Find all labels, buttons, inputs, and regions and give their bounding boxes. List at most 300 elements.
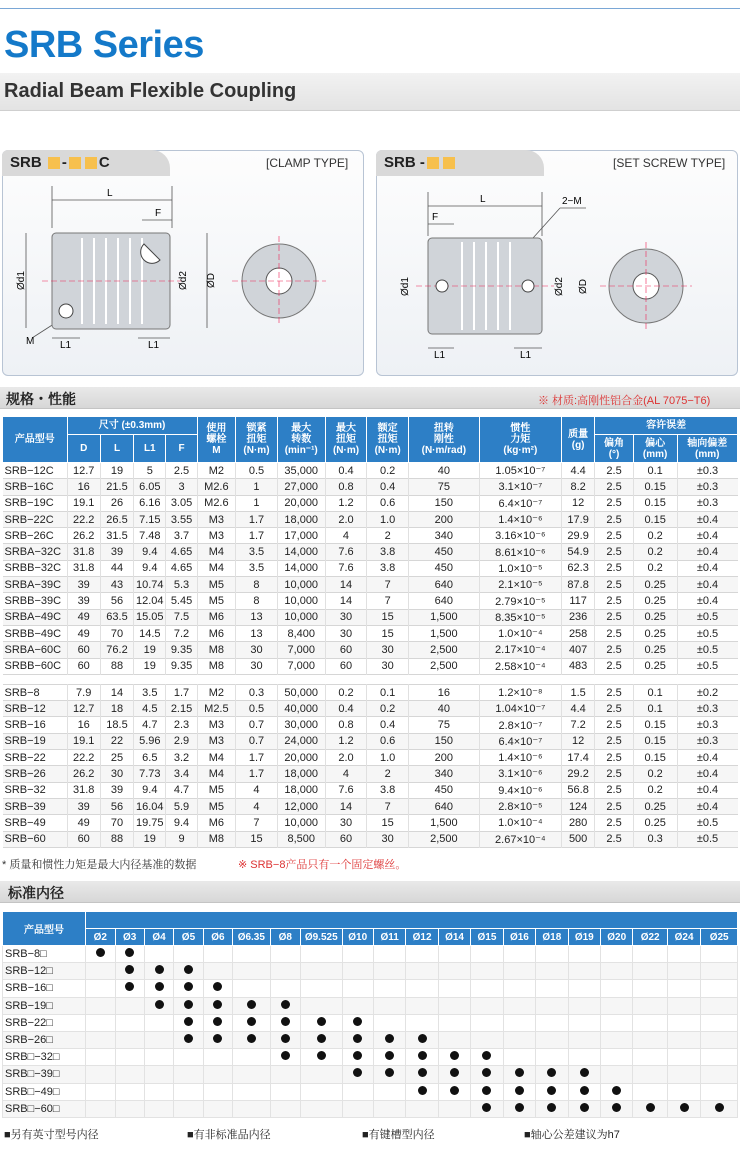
bore-cell <box>536 1031 568 1048</box>
spec-cell: M4 <box>197 560 236 576</box>
spec-cell: 15 <box>367 625 409 641</box>
spec-cell-model: SRB−22C <box>4 513 54 526</box>
spec-cell: 0.2 <box>633 528 677 544</box>
spec-cell: 9.4×10⁻⁶ <box>479 782 561 798</box>
spec-cell: 1.7 <box>236 528 278 544</box>
spec-cell: 60 <box>325 831 367 847</box>
spec-cell: 8,400 <box>277 625 325 641</box>
spec-cell: 3 <box>166 479 197 495</box>
spec-cell: 3.1×10⁻⁷ <box>479 479 561 495</box>
bore-table-body <box>3 946 738 1118</box>
bore-cell <box>568 997 600 1014</box>
spec-cell: 10,000 <box>277 577 325 593</box>
spec-cell: 2 <box>367 528 409 544</box>
spec-cell: 30 <box>325 609 367 625</box>
spec-cell: 0.25 <box>633 577 677 593</box>
spec-cell: 19 <box>134 831 166 847</box>
header-mass: 质量 (g) <box>561 417 594 463</box>
spec-cell: 5.3 <box>166 577 197 593</box>
spec-cell: M6 <box>197 625 236 641</box>
spec-cell: 15.05 <box>134 609 166 625</box>
bore-cell <box>503 1100 535 1117</box>
spec-cell-model: SRB−12 <box>4 702 46 715</box>
page-subtitle: Radial Beam Flexible Coupling <box>4 80 297 102</box>
spec-cell: 15 <box>367 609 409 625</box>
spec-cell: 0.7 <box>236 717 278 733</box>
spec-cell: 1.0×10⁻⁴ <box>479 815 561 831</box>
spec-cell: ±0.3 <box>677 733 737 749</box>
bore-cell <box>438 1083 470 1100</box>
spec-cell: ±0.4 <box>677 528 737 544</box>
spec-cell: 0.15 <box>633 511 677 527</box>
spec-cell: 44 <box>100 560 133 576</box>
spec-cell: 1.4×10⁻⁶ <box>479 511 561 527</box>
bore-cell <box>174 1014 203 1031</box>
spec-cell: 19.1 <box>67 733 100 749</box>
bore-cell <box>701 946 738 963</box>
spec-cell: 18,000 <box>277 782 325 798</box>
spec-cell: ±0.3 <box>677 717 737 733</box>
spec-cell: 31.8 <box>67 544 100 560</box>
spec-cell-model: SRB−39 <box>4 800 46 813</box>
clamp-type-drawing <box>2 178 364 376</box>
spec-cell: M5 <box>197 577 236 593</box>
bore-cell <box>536 1049 568 1066</box>
spec-cell: 31.5 <box>100 528 133 544</box>
bore-cell <box>144 997 173 1014</box>
spec-cell: 2.0 <box>325 511 367 527</box>
spec-cell: 4.7 <box>134 717 166 733</box>
spec-cell-model: SRB−49 <box>4 816 46 829</box>
screw-tab-separator: - <box>419 154 425 171</box>
bore-cell <box>342 1014 373 1031</box>
spec-cell: 2.5 <box>595 495 634 511</box>
bore-cell <box>503 1066 535 1083</box>
bore-cell <box>342 997 373 1014</box>
spec-cell: 20,000 <box>277 495 325 511</box>
bore-cell <box>667 1066 700 1083</box>
spec-cell: 7.6 <box>325 560 367 576</box>
set-screw-type-label: [SET SCREW TYPE] <box>613 156 726 170</box>
spec-cell: 0.15 <box>633 717 677 733</box>
available-dot-icon <box>184 1000 193 1009</box>
bore-cell <box>471 1049 503 1066</box>
spec-cell: ±0.5 <box>677 831 737 847</box>
spec-gap-row <box>3 674 738 684</box>
placeholder-square <box>48 157 60 169</box>
set-screw-type-drawing <box>376 178 738 376</box>
spec-cell: 2.5 <box>595 511 634 527</box>
bore-cell <box>438 1014 470 1031</box>
bore-cell <box>233 1083 271 1100</box>
spec-cell: 12 <box>561 495 594 511</box>
bore-cell <box>667 1049 700 1066</box>
spec-row <box>3 831 738 847</box>
bore-cell <box>115 946 144 963</box>
spec-cell: 1.2 <box>325 733 367 749</box>
spec-cell: 0.4 <box>325 463 367 479</box>
spec-cell: 12,000 <box>277 798 325 814</box>
bore-cell <box>536 946 568 963</box>
spec-cell: 10,000 <box>277 815 325 831</box>
spec-cell: 1.05×10⁻⁷ <box>479 463 561 479</box>
available-dot-icon <box>317 1034 326 1043</box>
bore-cell <box>270 1066 300 1083</box>
spec-cell: 3.16×10⁻⁶ <box>479 528 561 544</box>
spec-cell: 30 <box>367 658 409 674</box>
available-dot-icon <box>155 1000 164 1009</box>
spec-cell: 0.15 <box>633 479 677 495</box>
spec-cell-model: SRB−8 <box>4 686 40 699</box>
bore-row <box>3 1066 738 1083</box>
spec-cell: 258 <box>561 625 594 641</box>
available-dot-icon <box>317 1017 326 1026</box>
bore-size-header: Ø15 <box>471 929 503 946</box>
bore-cell <box>373 1083 405 1100</box>
bore-cell <box>115 1083 144 1100</box>
bore-cell <box>667 1014 700 1031</box>
spec-cell-model: SRBA−32C <box>4 546 62 559</box>
bore-cell <box>503 946 535 963</box>
bore-cell <box>233 1014 271 1031</box>
bore-cell <box>270 946 300 963</box>
spec-cell: 0.25 <box>633 609 677 625</box>
spec-cell-model: SRB−12C <box>4 464 54 477</box>
bore-row <box>3 1014 738 1031</box>
bore-cell <box>503 1031 535 1048</box>
spec-cell: ±0.4 <box>677 544 737 560</box>
clamp-type-tab <box>2 150 170 176</box>
spec-cell: 117 <box>561 593 594 609</box>
bore-cell <box>174 980 203 997</box>
bore-cell <box>667 997 700 1014</box>
spec-cell: ±0.4 <box>677 750 737 766</box>
spec-cell: 3.8 <box>367 544 409 560</box>
bore-cell <box>115 1049 144 1066</box>
spec-cell-model: SRB−26C <box>4 529 54 542</box>
spec-cell: M2 <box>197 463 236 479</box>
available-dot-icon <box>385 1034 394 1043</box>
header-angle: 偏角 (°) <box>595 435 634 463</box>
bore-cell <box>633 1049 667 1066</box>
bore-size-header: Ø6 <box>203 929 232 946</box>
bore-cell <box>373 963 405 980</box>
spec-cell: 70 <box>100 815 133 831</box>
bore-cell <box>601 1031 633 1048</box>
spec-cell: 14 <box>325 798 367 814</box>
available-dot-icon <box>612 1086 621 1095</box>
bore-cell <box>438 1031 470 1048</box>
spec-cell: 7.9 <box>67 684 100 700</box>
bore-cell <box>174 963 203 980</box>
spec-cell: 39 <box>67 593 100 609</box>
spec-cell: 3.8 <box>367 782 409 798</box>
bore-cell <box>144 1031 173 1048</box>
spec-cell: ±0.4 <box>677 782 737 798</box>
bore-cell <box>503 1049 535 1066</box>
spec-cell: M5 <box>197 798 236 814</box>
spec-cell-model: SRBB−39C <box>4 595 62 608</box>
available-dot-icon <box>547 1068 556 1077</box>
spec-cell: 30 <box>100 766 133 782</box>
available-dot-icon <box>482 1103 491 1112</box>
spec-cell: 49 <box>67 625 100 641</box>
bore-cell <box>144 1049 173 1066</box>
spec-gap-cell <box>3 674 738 684</box>
spec-cell: 2.5 <box>595 544 634 560</box>
bore-cell <box>115 997 144 1014</box>
bore-cell <box>406 1049 438 1066</box>
spec-cell: ±0.3 <box>677 463 737 479</box>
spec-cell: 8.35×10⁻⁵ <box>479 609 561 625</box>
bore-size-header: Ø10 <box>342 929 373 946</box>
spec-cell: 5.45 <box>166 593 197 609</box>
spec-row <box>3 544 738 560</box>
spec-cell: 2.1×10⁻⁵ <box>479 577 561 593</box>
spec-cell: 3.7 <box>166 528 197 544</box>
available-dot-icon <box>385 1068 394 1077</box>
spec-cell: 0.2 <box>367 463 409 479</box>
spec-cell: 60 <box>67 658 100 674</box>
spec-cell: 2.5 <box>595 684 634 700</box>
spec-cell: 2.5 <box>595 782 634 798</box>
spec-cell: 8.2 <box>561 479 594 495</box>
spec-cell: 0.2 <box>633 560 677 576</box>
bore-size-header: Ø9.525 <box>300 929 342 946</box>
spec-cell: 12 <box>561 733 594 749</box>
spec-cell: 2,500 <box>408 658 479 674</box>
available-dot-icon <box>184 982 193 991</box>
bore-cell <box>701 963 738 980</box>
spec-cell: 49 <box>67 815 100 831</box>
spec-cell: 2.5 <box>595 766 634 782</box>
spec-row <box>3 750 738 766</box>
available-dot-icon <box>450 1051 459 1060</box>
bore-cell <box>342 1083 373 1100</box>
footnote-srb8: ※ SRB−8产品只有一个固定螺丝。 <box>238 859 407 871</box>
spec-cell: 17.9 <box>561 511 594 527</box>
spec-cell-model: SRB−19C <box>4 497 54 510</box>
spec-cell: 0.3 <box>633 831 677 847</box>
spec-cell: 2.8×10⁻⁷ <box>479 717 561 733</box>
spec-row <box>3 463 738 479</box>
bore-cell <box>568 963 600 980</box>
bore-cell <box>203 963 232 980</box>
bore-cell <box>406 1066 438 1083</box>
bore-cell-model: SRB−26□ <box>3 1031 86 1048</box>
spec-cell: 0.1 <box>367 684 409 700</box>
bore-cell <box>471 1014 503 1031</box>
spec-cell: 30 <box>236 642 278 658</box>
spec-cell: M2 <box>197 684 236 700</box>
available-dot-icon <box>247 1034 256 1043</box>
spec-cell: 1.2×10⁻⁸ <box>479 684 561 700</box>
bore-cell <box>86 1083 115 1100</box>
bore-cell <box>342 1049 373 1066</box>
bore-row <box>3 963 738 980</box>
available-dot-icon <box>353 1034 362 1043</box>
spec-cell: 25 <box>100 750 133 766</box>
spec-cell: 17,000 <box>277 528 325 544</box>
available-dot-icon <box>317 1051 326 1060</box>
bore-header-model: 产品型号 <box>3 912 86 946</box>
bore-cell <box>633 997 667 1014</box>
spec-cell: 22.2 <box>67 511 100 527</box>
spec-cell: 0.2 <box>325 684 367 700</box>
dim-2M: 2−M <box>562 196 582 207</box>
dim-L1: L1 <box>60 340 72 351</box>
bore-cell <box>342 1031 373 1048</box>
available-dot-icon <box>184 1034 193 1043</box>
bore-cell <box>633 1031 667 1048</box>
available-dot-icon <box>213 1000 222 1009</box>
spec-row <box>3 528 738 544</box>
header-dims: 尺寸 (±0.3mm) <box>67 417 197 435</box>
spec-cell: 0.4 <box>367 479 409 495</box>
bore-cell <box>633 1014 667 1031</box>
spec-cell: 30 <box>367 642 409 658</box>
bore-cell <box>536 963 568 980</box>
spec-cell: 27,000 <box>277 479 325 495</box>
spec-cell: 39 <box>67 577 100 593</box>
spec-cell: ±0.4 <box>677 511 737 527</box>
spec-cell: 9.35 <box>166 642 197 658</box>
spec-cell: 200 <box>408 750 479 766</box>
bore-cell <box>300 1083 342 1100</box>
spec-cell: 2,500 <box>408 831 479 847</box>
available-dot-icon <box>155 982 164 991</box>
spec-row <box>3 593 738 609</box>
spec-cell: 5 <box>134 463 166 479</box>
bore-cell <box>203 1014 232 1031</box>
bore-cell <box>503 963 535 980</box>
spec-cell: 7.2 <box>166 625 197 641</box>
spec-cell: 280 <box>561 815 594 831</box>
spec-cell: 3.55 <box>166 511 197 527</box>
available-dot-icon <box>612 1103 621 1112</box>
spec-cell: 4.65 <box>166 544 197 560</box>
spec-cell: 7.5 <box>166 609 197 625</box>
spec-cell: 39 <box>100 544 133 560</box>
bore-cell <box>601 1049 633 1066</box>
bore-cell <box>86 997 115 1014</box>
bore-cell <box>536 1100 568 1117</box>
spec-cell: ±0.5 <box>677 609 737 625</box>
bore-cell <box>86 946 115 963</box>
bore-cell <box>115 1100 144 1117</box>
spec-cell: 2.5 <box>595 528 634 544</box>
available-dot-icon <box>680 1103 689 1112</box>
spec-cell: 30 <box>236 658 278 674</box>
spec-cell: 0.4 <box>325 701 367 717</box>
spec-cell: M8 <box>197 642 236 658</box>
bore-size-header-row <box>3 929 738 946</box>
available-dot-icon <box>515 1068 524 1077</box>
available-dot-icon <box>385 1051 394 1060</box>
spec-cell: 7,000 <box>277 658 325 674</box>
spec-row <box>3 766 738 782</box>
spec-cell: 7.2 <box>561 717 594 733</box>
available-dot-icon <box>418 1068 427 1077</box>
bore-row <box>3 1049 738 1066</box>
bore-cell <box>300 997 342 1014</box>
bore-cell <box>270 1014 300 1031</box>
spec-cell-model: SRBB−32C <box>4 562 62 575</box>
bore-cell <box>438 997 470 1014</box>
spec-cell: 7 <box>367 798 409 814</box>
spec-cell: M8 <box>197 658 236 674</box>
top-rule <box>0 8 740 9</box>
bore-cell-model: SRB□−60□ <box>3 1100 86 1117</box>
available-dot-icon <box>450 1068 459 1077</box>
spec-cell: 5.9 <box>166 798 197 814</box>
available-dot-icon <box>281 1000 290 1009</box>
spec-cell: 15 <box>236 831 278 847</box>
available-dot-icon <box>125 982 134 991</box>
bore-cell <box>568 1100 600 1117</box>
bore-cell <box>568 1066 600 1083</box>
bore-cell <box>174 946 203 963</box>
spec-cell: 2.5 <box>595 733 634 749</box>
spec-section-title: 规格・性能 <box>6 391 76 407</box>
spec-cell: 19.1 <box>67 495 100 511</box>
spec-cell: 22 <box>100 733 133 749</box>
header-offset: 偏心 (mm) <box>633 435 677 463</box>
spec-cell-model: SRB−60 <box>4 833 46 846</box>
bore-cell <box>342 946 373 963</box>
spec-cell: 18,000 <box>277 511 325 527</box>
spec-cell: 2.3 <box>166 717 197 733</box>
bore-cell <box>270 1083 300 1100</box>
bore-cell <box>373 1066 405 1083</box>
available-dot-icon <box>213 1034 222 1043</box>
spec-cell: ±0.3 <box>677 479 737 495</box>
dim-F: F <box>155 208 162 219</box>
spec-row <box>3 642 738 658</box>
spec-cell: 63.5 <box>100 609 133 625</box>
bore-cell <box>503 980 535 997</box>
bore-cell <box>536 980 568 997</box>
spec-cell: 75 <box>408 717 479 733</box>
available-dot-icon <box>418 1034 427 1043</box>
spec-cell: 0.8 <box>325 479 367 495</box>
spec-cell: 2.5 <box>595 701 634 717</box>
spec-cell: M3 <box>197 528 236 544</box>
spec-cell: 0.25 <box>633 658 677 674</box>
spec-cell: ±0.3 <box>677 701 737 717</box>
available-dot-icon <box>580 1086 589 1095</box>
bore-cell <box>568 1083 600 1100</box>
spec-cell: 0.2 <box>633 782 677 798</box>
spec-cell: 54.9 <box>561 544 594 560</box>
spec-cell: M4 <box>197 766 236 782</box>
bore-cell <box>300 1100 342 1117</box>
spec-cell: 0.7 <box>236 733 278 749</box>
placeholder-square <box>69 157 81 169</box>
bore-cell <box>203 946 232 963</box>
bore-section-bar <box>0 881 740 903</box>
spec-cell: M8 <box>197 831 236 847</box>
header-L1: L1 <box>134 435 166 463</box>
page-title: SRB Series <box>4 24 204 66</box>
spec-cell: 0.6 <box>367 733 409 749</box>
spec-cell: 0.8 <box>325 717 367 733</box>
bore-cell <box>233 946 271 963</box>
spec-cell: M2.6 <box>197 479 236 495</box>
spec-cell: 0.1 <box>633 701 677 717</box>
spec-cell: 1,500 <box>408 625 479 641</box>
spec-cell: 2.5 <box>595 593 634 609</box>
